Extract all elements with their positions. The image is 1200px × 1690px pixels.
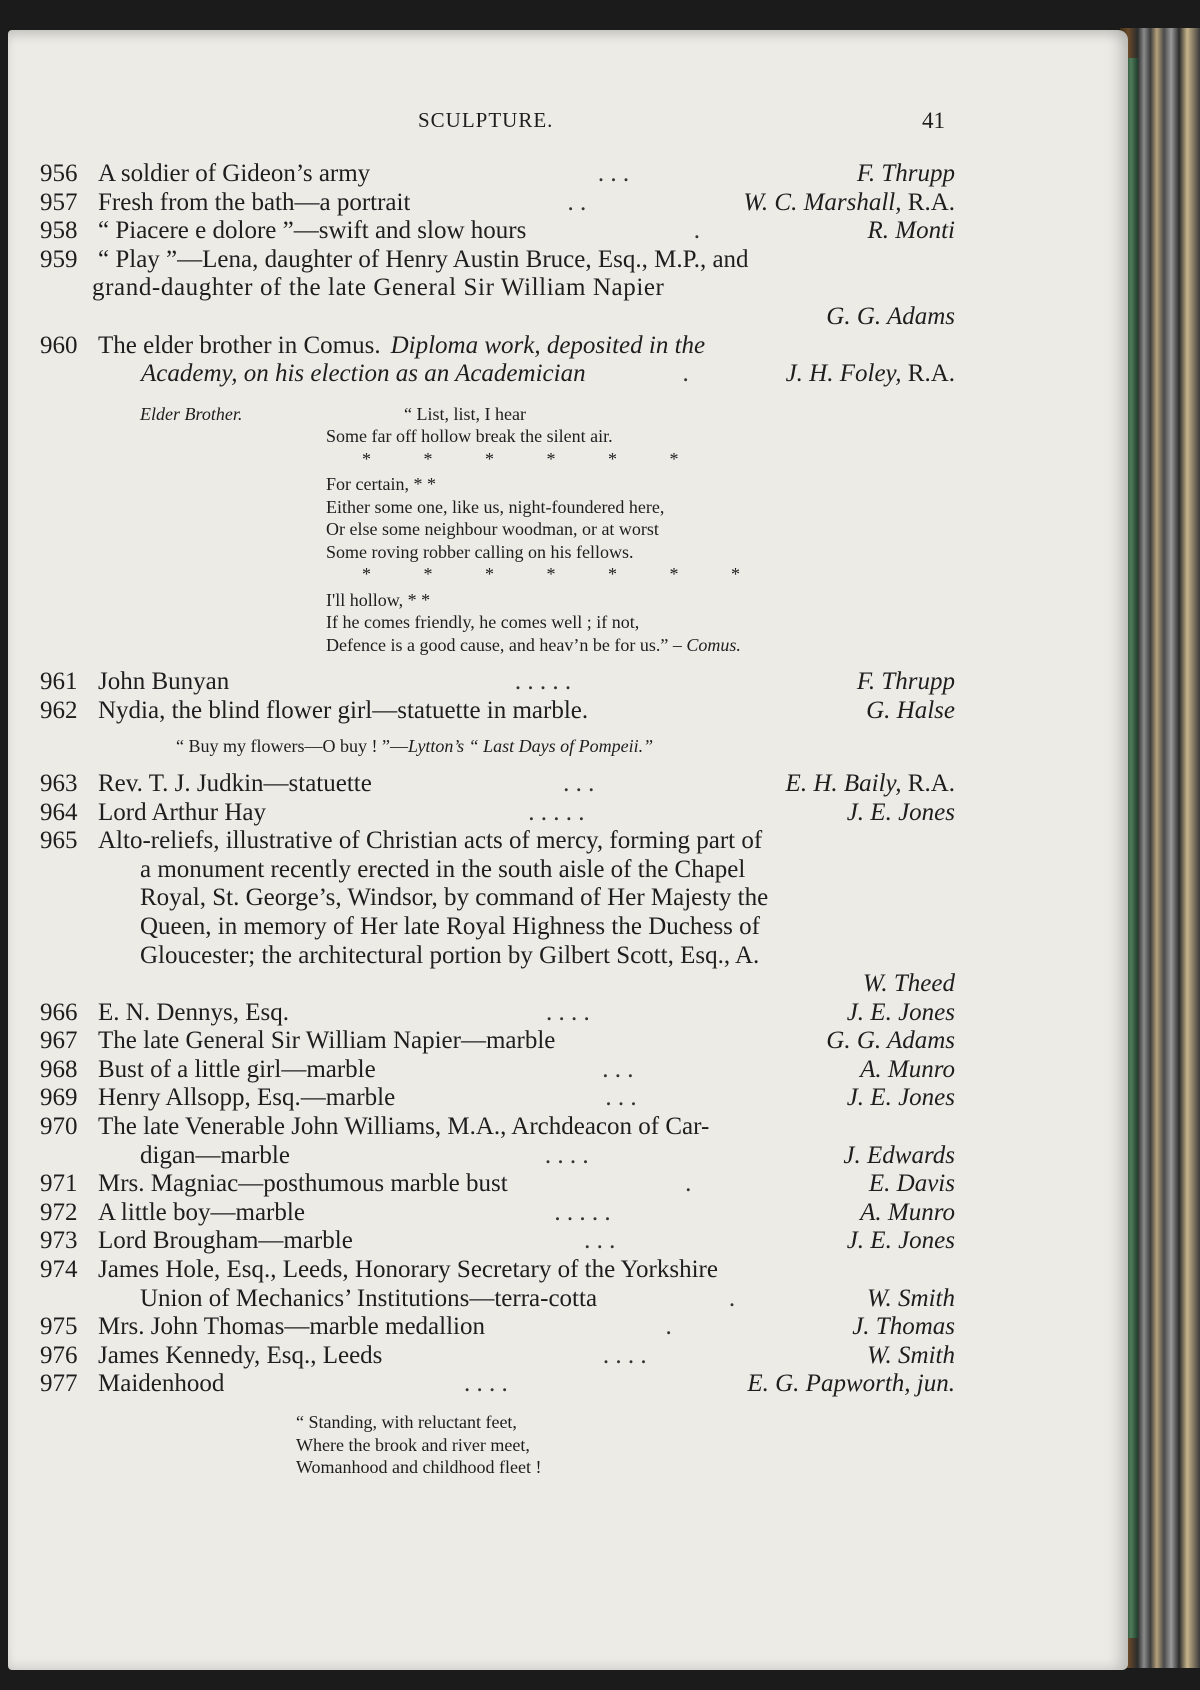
artist-name: E. G. Papworth, jun. bbox=[747, 1370, 955, 1398]
dot-leader: . . . bbox=[563, 769, 595, 797]
book-spine-edge bbox=[1120, 28, 1200, 1668]
entry-title: “ Piacere e dolore ”—swift and slow hours bbox=[98, 217, 527, 245]
entry-number: 973 bbox=[40, 1227, 78, 1255]
catalogue-entry bbox=[40, 246, 955, 332]
dot-leader: . bbox=[665, 1313, 672, 1341]
entry-title: Mrs. John Thomas—marble medallion bbox=[98, 1313, 485, 1341]
entry-title: The elder brother in Comus. bbox=[98, 331, 381, 359]
entry-title: “ Play ”—Lena, daughter of Henry Austin Bruce, Esq., M.P., and bbox=[98, 245, 749, 273]
artist-name: G. G. Adams bbox=[826, 302, 955, 330]
dot-leader: . . . . bbox=[463, 1370, 508, 1398]
entry-title-continued: Gloucester; the architectural portion by Gilbert Scott, Esq., A. bbox=[140, 941, 760, 969]
entry-title-continued: a monument recently erected in the south aisle of the Chapel bbox=[140, 855, 746, 883]
quote-asterisks: * * * * * * * bbox=[362, 564, 764, 585]
catalogue-entry bbox=[40, 1027, 955, 1056]
entry-title: Alto-reliefs, illustrative of Christian acts of mercy, forming part of bbox=[98, 827, 763, 855]
entry-title: John Bunyan bbox=[98, 668, 230, 696]
entry-number: 971 bbox=[40, 1170, 78, 1198]
artist-suffix: R.A. bbox=[907, 360, 955, 388]
dot-leader: . . . bbox=[602, 1055, 634, 1083]
entry-title: A soldier of Gideon’s army bbox=[98, 160, 371, 187]
artist-name: A. Munro bbox=[860, 1198, 955, 1226]
entry-number: 972 bbox=[40, 1198, 78, 1226]
catalogue-entry bbox=[40, 770, 955, 799]
verse-quote bbox=[40, 403, 955, 657]
entry-title-continued: Queen, in memory of Her late Royal Highness the Duchess of bbox=[140, 912, 760, 940]
quote-source: Comus. bbox=[686, 634, 741, 655]
entry-number: 963 bbox=[40, 769, 78, 797]
catalogue-entry bbox=[40, 160, 955, 189]
quote-line: Or else some neighbour woodman, or at worst bbox=[326, 519, 659, 540]
quote-line: For certain, * * bbox=[326, 474, 436, 495]
dot-leader: . bbox=[685, 1170, 692, 1198]
artist-name: F. Thrupp bbox=[856, 668, 955, 696]
artist-name: G. Halse bbox=[866, 696, 955, 724]
entry-title: Bust of a little girl—marble bbox=[98, 1055, 376, 1083]
artist-name: J. Thomas bbox=[852, 1313, 955, 1341]
catalogue-entry bbox=[40, 697, 955, 726]
entry-number: 974 bbox=[40, 1256, 78, 1284]
artist-name: W. Smith bbox=[867, 1341, 955, 1369]
catalogue-entries bbox=[40, 160, 955, 1479]
catalogue-entry bbox=[40, 1227, 955, 1256]
verse-quote bbox=[40, 1411, 955, 1479]
catalogue-entry bbox=[40, 1056, 955, 1085]
dot-leader: . . . . . bbox=[514, 668, 572, 696]
quote-speaker: Elder Brother. bbox=[140, 403, 243, 424]
entry-number: 956 bbox=[40, 160, 78, 187]
entry-title: Maidenhood bbox=[98, 1370, 225, 1398]
entry-number: 960 bbox=[40, 331, 78, 359]
catalogue-entry bbox=[40, 1342, 955, 1371]
entry-number: 970 bbox=[40, 1113, 78, 1141]
artist-name: J. E. Jones bbox=[846, 798, 955, 826]
entry-title-continued: grand-daughter of the late General Sir William Napier bbox=[92, 274, 665, 302]
dot-leader: . . bbox=[567, 188, 587, 216]
entry-title: James Hole, Esq., Leeds, Honorary Secretary of the Yorkshire bbox=[98, 1256, 718, 1284]
catalogue-entry bbox=[40, 827, 955, 999]
entry-title-continued: digan—marble bbox=[140, 1141, 290, 1169]
entry-title-italic: Diploma work, deposited in the bbox=[390, 331, 706, 359]
catalogue-entry bbox=[40, 668, 955, 697]
entry-title-continued: Union of Mechanics’ Institutions—terra-cotta bbox=[140, 1284, 598, 1312]
catalogue-entry bbox=[40, 999, 955, 1028]
entry-title: Henry Allsopp, Esq.—marble bbox=[98, 1084, 396, 1112]
quote-line: Some roving robber calling on his fellows. bbox=[326, 541, 634, 562]
dot-leader: . . . . bbox=[602, 1341, 647, 1369]
quote-line: If he comes friendly, he comes well ; if not, bbox=[326, 612, 640, 633]
epigraph-text: “ Buy my flowers—O buy ! ”— bbox=[176, 736, 408, 757]
artist-name: G. G. Adams bbox=[826, 1027, 955, 1055]
artist-name: E. Davis bbox=[868, 1170, 955, 1198]
entry-title-continued: Academy, on his election as an Academician bbox=[141, 360, 586, 388]
dot-leader: . . . . bbox=[544, 1141, 589, 1169]
entry-number: 976 bbox=[40, 1341, 78, 1369]
artist-name: R. Monti bbox=[867, 217, 955, 245]
artist-name: E. H. Baily, bbox=[785, 769, 902, 797]
dot-leader: . bbox=[728, 1284, 736, 1312]
quote-line: “ Standing, with reluctant feet, bbox=[296, 1412, 517, 1432]
artist-name: W. C. Marshall, bbox=[743, 188, 902, 216]
artist-name: J. H. Foley, bbox=[785, 360, 902, 388]
page-number: 41 bbox=[922, 108, 945, 133]
entry-number: 962 bbox=[40, 696, 78, 724]
entry-number: 957 bbox=[40, 188, 78, 216]
entry-title: The late General Sir William Napier—marble bbox=[98, 1027, 556, 1055]
entry-number: 975 bbox=[40, 1313, 78, 1341]
entry-title: Mrs. Magniac—posthumous marble bust bbox=[98, 1170, 508, 1198]
entry-title: Fresh from the bath—a portrait bbox=[98, 188, 411, 216]
entry-title-continued: Royal, St. George’s, Windsor, by command of Her Majesty the bbox=[140, 884, 769, 912]
catalogue-entry bbox=[40, 1084, 955, 1113]
artist-name: J. E. Jones bbox=[846, 1227, 955, 1255]
entry-title: Lord Arthur Hay bbox=[98, 798, 267, 826]
dot-leader: . . . bbox=[605, 1084, 637, 1112]
quote-line: “ List, list, I hear bbox=[404, 403, 526, 424]
artist-suffix: R.A. bbox=[907, 188, 955, 216]
entry-title: Nydia, the blind flower girl—statuette in marble. bbox=[98, 696, 589, 724]
catalogue-entry bbox=[40, 1256, 955, 1313]
entry-title: A little boy—marble bbox=[98, 1198, 305, 1226]
epigraph bbox=[40, 735, 955, 758]
entry-number: 961 bbox=[40, 668, 78, 696]
artist-name: J. Edwards bbox=[843, 1141, 955, 1169]
artist-suffix: R.A. bbox=[907, 769, 955, 797]
catalogue-entry bbox=[40, 332, 955, 389]
artist-name: W. Theed bbox=[862, 970, 955, 998]
dot-leader: . . . . . bbox=[528, 798, 585, 826]
artist-name: A. Munro bbox=[860, 1055, 955, 1083]
catalogue-entry bbox=[40, 799, 955, 828]
catalogue-entry bbox=[40, 1370, 955, 1399]
catalogue-entry bbox=[40, 217, 955, 246]
quote-line: Some far off hollow break the silent air. bbox=[326, 426, 613, 447]
artist-name: J. E. Jones bbox=[846, 998, 955, 1026]
quote-line: Where the brook and river meet, bbox=[296, 1434, 530, 1455]
artist-name: J. E. Jones bbox=[846, 1084, 955, 1112]
catalogue-entry bbox=[40, 189, 955, 218]
dot-leader: . . . bbox=[597, 160, 630, 187]
entry-number: 964 bbox=[40, 798, 78, 826]
entry-title: The late Venerable John Williams, M.A., Archdeacon of Car- bbox=[98, 1113, 710, 1141]
entry-number: 969 bbox=[40, 1084, 78, 1112]
entry-title: James Kennedy, Esq., Leeds bbox=[98, 1341, 383, 1369]
catalogue-entry bbox=[40, 1113, 955, 1170]
catalogue-entry bbox=[40, 1199, 955, 1228]
entry-number: 966 bbox=[40, 998, 78, 1026]
dot-leader: . bbox=[693, 217, 701, 245]
entry-number: 968 bbox=[40, 1055, 78, 1083]
entry-number: 977 bbox=[40, 1370, 78, 1398]
dot-leader: . . . bbox=[584, 1227, 616, 1255]
entry-number: 959 bbox=[40, 245, 78, 273]
artist-name: F. Thrupp bbox=[856, 160, 955, 187]
entry-number: 958 bbox=[40, 217, 78, 245]
catalogue-entry bbox=[40, 1170, 955, 1199]
entry-title: E. N. Dennys, Esq. bbox=[98, 998, 289, 1026]
artist-name: W. Smith bbox=[867, 1284, 955, 1312]
dot-leader: . . . . . bbox=[554, 1198, 611, 1226]
entry-title: Rev. T. J. Judkin—statuette bbox=[98, 769, 372, 797]
quote-line: Either some one, like us, night-foundered here, bbox=[326, 496, 665, 517]
quote-line: Defence is a good cause, and heav’n be for us.” – bbox=[326, 634, 682, 655]
dot-leader: . bbox=[682, 360, 689, 388]
epigraph-source: Lytton’s “ Last Days of Pompeii.” bbox=[407, 736, 654, 757]
quote-asterisks: * * * * * * bbox=[362, 448, 703, 469]
dot-leader: . . . . bbox=[545, 998, 590, 1026]
quote-line: Womanhood and childhood fleet ! bbox=[296, 1457, 542, 1477]
running-title: SCULPTURE. bbox=[418, 108, 554, 132]
entry-title: Lord Brougham—marble bbox=[98, 1227, 353, 1255]
quote-line: I'll hollow, * * bbox=[326, 589, 431, 610]
catalogue-entry bbox=[40, 1313, 955, 1342]
entry-number: 965 bbox=[40, 827, 78, 855]
entry-number: 967 bbox=[40, 1027, 78, 1055]
